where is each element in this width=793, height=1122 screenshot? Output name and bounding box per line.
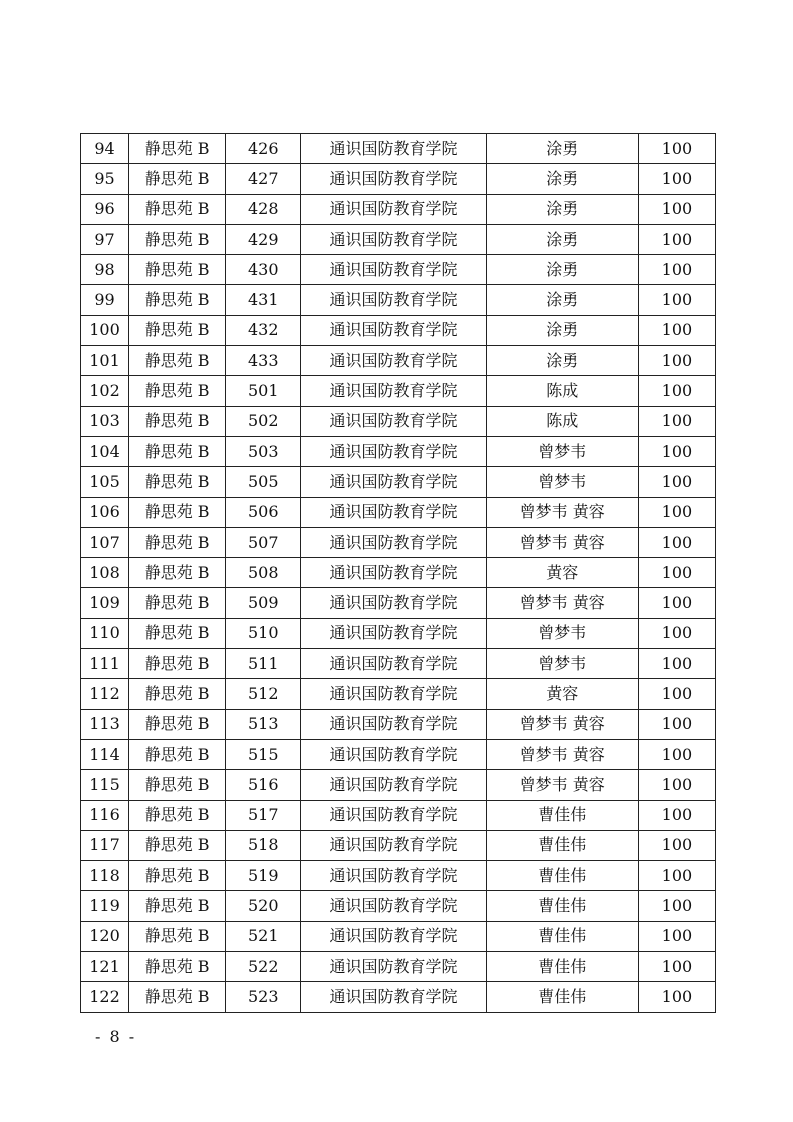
row-number-cell: 116 [81, 800, 129, 830]
row-number-cell: 118 [81, 861, 129, 891]
room-cell: 431 [226, 285, 301, 315]
person-cell: 曾梦韦 黄容 [486, 739, 638, 769]
table-row [81, 164, 716, 194]
row-number-cell: 99 [81, 285, 129, 315]
score-cell: 100 [638, 255, 715, 285]
building-cell: 静思苑 B [129, 436, 226, 466]
table-row [81, 770, 716, 800]
table-row [81, 315, 716, 345]
row-number-cell: 97 [81, 224, 129, 254]
row-number-cell: 108 [81, 558, 129, 588]
college-cell: 通识国防教育学院 [301, 679, 486, 709]
score-cell: 100 [638, 618, 715, 648]
college-cell: 通识国防教育学院 [301, 618, 486, 648]
college-cell: 通识国防教育学院 [301, 558, 486, 588]
building-cell: 静思苑 B [129, 891, 226, 921]
row-number-cell: 111 [81, 649, 129, 679]
table-row [81, 134, 716, 164]
table-body [81, 134, 716, 1013]
row-number-cell: 95 [81, 164, 129, 194]
room-cell: 520 [226, 891, 301, 921]
college-cell: 通识国防教育学院 [301, 285, 486, 315]
dormitory-score-table [80, 133, 716, 1013]
table-row [81, 255, 716, 285]
college-cell: 通识国防教育学院 [301, 588, 486, 618]
row-number-cell: 102 [81, 376, 129, 406]
room-cell: 522 [226, 952, 301, 982]
college-cell: 通识国防教育学院 [301, 255, 486, 285]
score-cell: 100 [638, 861, 715, 891]
person-cell: 曹佳伟 [486, 830, 638, 860]
building-cell: 静思苑 B [129, 164, 226, 194]
row-number-cell: 121 [81, 952, 129, 982]
score-cell: 100 [638, 497, 715, 527]
building-cell: 静思苑 B [129, 558, 226, 588]
room-cell: 513 [226, 709, 301, 739]
row-number-cell: 112 [81, 679, 129, 709]
row-number-cell: 94 [81, 134, 129, 164]
person-cell: 涂勇 [486, 255, 638, 285]
score-cell: 100 [638, 527, 715, 557]
room-cell: 508 [226, 558, 301, 588]
building-cell: 静思苑 B [129, 315, 226, 345]
room-cell: 516 [226, 770, 301, 800]
building-cell: 静思苑 B [129, 588, 226, 618]
row-number-cell: 106 [81, 497, 129, 527]
person-cell: 涂勇 [486, 315, 638, 345]
person-cell: 曾梦韦 黄容 [486, 527, 638, 557]
table-row [81, 830, 716, 860]
college-cell: 通识国防教育学院 [301, 224, 486, 254]
score-cell: 100 [638, 164, 715, 194]
person-cell: 曹佳伟 [486, 800, 638, 830]
room-cell: 430 [226, 255, 301, 285]
college-cell: 通识国防教育学院 [301, 406, 486, 436]
college-cell: 通识国防教育学院 [301, 527, 486, 557]
table-row [81, 224, 716, 254]
score-cell: 100 [638, 982, 715, 1012]
building-cell: 静思苑 B [129, 194, 226, 224]
building-cell: 静思苑 B [129, 134, 226, 164]
building-cell: 静思苑 B [129, 830, 226, 860]
score-cell: 100 [638, 800, 715, 830]
table-row [81, 921, 716, 951]
college-cell: 通识国防教育学院 [301, 861, 486, 891]
college-cell: 通识国防教育学院 [301, 649, 486, 679]
row-number-cell: 114 [81, 739, 129, 769]
table-row [81, 467, 716, 497]
room-cell: 426 [226, 134, 301, 164]
person-cell: 曾梦韦 黄容 [486, 770, 638, 800]
row-number-cell: 107 [81, 527, 129, 557]
row-number-cell: 109 [81, 588, 129, 618]
room-cell: 519 [226, 861, 301, 891]
college-cell: 通识国防教育学院 [301, 467, 486, 497]
college-cell: 通识国防教育学院 [301, 164, 486, 194]
person-cell: 曹佳伟 [486, 861, 638, 891]
building-cell: 静思苑 B [129, 376, 226, 406]
person-cell: 涂勇 [486, 224, 638, 254]
table-row [81, 285, 716, 315]
score-cell: 100 [638, 952, 715, 982]
room-cell: 433 [226, 346, 301, 376]
building-cell: 静思苑 B [129, 224, 226, 254]
row-number-cell: 115 [81, 770, 129, 800]
page-number: - 8 - [95, 1027, 137, 1046]
room-cell: 521 [226, 921, 301, 951]
room-cell: 517 [226, 800, 301, 830]
score-cell: 100 [638, 709, 715, 739]
building-cell: 静思苑 B [129, 770, 226, 800]
building-cell: 静思苑 B [129, 649, 226, 679]
table-row [81, 709, 716, 739]
person-cell: 涂勇 [486, 134, 638, 164]
score-cell: 100 [638, 315, 715, 345]
building-cell: 静思苑 B [129, 861, 226, 891]
person-cell: 曹佳伟 [486, 982, 638, 1012]
score-cell: 100 [638, 649, 715, 679]
table-row [81, 739, 716, 769]
room-cell: 523 [226, 982, 301, 1012]
building-cell: 静思苑 B [129, 527, 226, 557]
row-number-cell: 119 [81, 891, 129, 921]
college-cell: 通识国防教育学院 [301, 921, 486, 951]
building-cell: 静思苑 B [129, 406, 226, 436]
table-row [81, 649, 716, 679]
score-cell: 100 [638, 921, 715, 951]
room-cell: 512 [226, 679, 301, 709]
college-cell: 通识国防教育学院 [301, 376, 486, 406]
table-row [81, 800, 716, 830]
college-cell: 通识国防教育学院 [301, 952, 486, 982]
college-cell: 通识国防教育学院 [301, 709, 486, 739]
person-cell: 曾梦韦 [486, 649, 638, 679]
building-cell: 静思苑 B [129, 255, 226, 285]
row-number-cell: 96 [81, 194, 129, 224]
building-cell: 静思苑 B [129, 739, 226, 769]
row-number-cell: 113 [81, 709, 129, 739]
row-number-cell: 100 [81, 315, 129, 345]
room-cell: 507 [226, 527, 301, 557]
row-number-cell: 98 [81, 255, 129, 285]
person-cell: 曾梦韦 [486, 436, 638, 466]
building-cell: 静思苑 B [129, 679, 226, 709]
room-cell: 429 [226, 224, 301, 254]
room-cell: 506 [226, 497, 301, 527]
table-row [81, 861, 716, 891]
table-row [81, 952, 716, 982]
row-number-cell: 105 [81, 467, 129, 497]
room-cell: 509 [226, 588, 301, 618]
score-cell: 100 [638, 558, 715, 588]
college-cell: 通识国防教育学院 [301, 800, 486, 830]
score-cell: 100 [638, 224, 715, 254]
person-cell: 曾梦韦 黄容 [486, 497, 638, 527]
room-cell: 518 [226, 830, 301, 860]
table-row [81, 891, 716, 921]
college-cell: 通识国防教育学院 [301, 315, 486, 345]
table-row [81, 679, 716, 709]
building-cell: 静思苑 B [129, 346, 226, 376]
person-cell: 曹佳伟 [486, 952, 638, 982]
score-cell: 100 [638, 830, 715, 860]
row-number-cell: 117 [81, 830, 129, 860]
room-cell: 432 [226, 315, 301, 345]
person-cell: 涂勇 [486, 346, 638, 376]
row-number-cell: 103 [81, 406, 129, 436]
building-cell: 静思苑 B [129, 709, 226, 739]
table-row [81, 376, 716, 406]
building-cell: 静思苑 B [129, 467, 226, 497]
table-row [81, 436, 716, 466]
person-cell: 涂勇 [486, 194, 638, 224]
table-row [81, 618, 716, 648]
building-cell: 静思苑 B [129, 618, 226, 648]
row-number-cell: 104 [81, 436, 129, 466]
person-cell: 曹佳伟 [486, 921, 638, 951]
row-number-cell: 120 [81, 921, 129, 951]
score-cell: 100 [638, 285, 715, 315]
building-cell: 静思苑 B [129, 952, 226, 982]
score-cell: 100 [638, 376, 715, 406]
score-cell: 100 [638, 770, 715, 800]
college-cell: 通识国防教育学院 [301, 134, 486, 164]
table-row [81, 588, 716, 618]
college-cell: 通识国防教育学院 [301, 194, 486, 224]
person-cell: 黄容 [486, 558, 638, 588]
person-cell: 曾梦韦 黄容 [486, 588, 638, 618]
row-number-cell: 110 [81, 618, 129, 648]
person-cell: 曾梦韦 黄容 [486, 709, 638, 739]
building-cell: 静思苑 B [129, 982, 226, 1012]
person-cell: 曹佳伟 [486, 891, 638, 921]
room-cell: 502 [226, 406, 301, 436]
score-cell: 100 [638, 588, 715, 618]
building-cell: 静思苑 B [129, 800, 226, 830]
table-row [81, 194, 716, 224]
college-cell: 通识国防教育学院 [301, 436, 486, 466]
table-row [81, 346, 716, 376]
college-cell: 通识国防教育学院 [301, 497, 486, 527]
college-cell: 通识国防教育学院 [301, 739, 486, 769]
college-cell: 通识国防教育学院 [301, 982, 486, 1012]
row-number-cell: 122 [81, 982, 129, 1012]
building-cell: 静思苑 B [129, 285, 226, 315]
table-row [81, 558, 716, 588]
college-cell: 通识国防教育学院 [301, 770, 486, 800]
room-cell: 503 [226, 436, 301, 466]
table-row [81, 982, 716, 1012]
room-cell: 515 [226, 739, 301, 769]
college-cell: 通识国防教育学院 [301, 891, 486, 921]
table-row [81, 497, 716, 527]
room-cell: 505 [226, 467, 301, 497]
college-cell: 通识国防教育学院 [301, 830, 486, 860]
person-cell: 涂勇 [486, 164, 638, 194]
room-cell: 511 [226, 649, 301, 679]
building-cell: 静思苑 B [129, 497, 226, 527]
person-cell: 曾梦韦 [486, 467, 638, 497]
table-row [81, 527, 716, 557]
score-cell: 100 [638, 134, 715, 164]
person-cell: 陈成 [486, 376, 638, 406]
score-cell: 100 [638, 679, 715, 709]
score-cell: 100 [638, 739, 715, 769]
building-cell: 静思苑 B [129, 921, 226, 951]
score-cell: 100 [638, 194, 715, 224]
room-cell: 427 [226, 164, 301, 194]
score-cell: 100 [638, 406, 715, 436]
score-cell: 100 [638, 346, 715, 376]
person-cell: 陈成 [486, 406, 638, 436]
college-cell: 通识国防教育学院 [301, 346, 486, 376]
room-cell: 510 [226, 618, 301, 648]
person-cell: 曾梦韦 [486, 618, 638, 648]
person-cell: 黄容 [486, 679, 638, 709]
room-cell: 501 [226, 376, 301, 406]
score-cell: 100 [638, 467, 715, 497]
score-cell: 100 [638, 891, 715, 921]
person-cell: 涂勇 [486, 285, 638, 315]
table-row [81, 406, 716, 436]
row-number-cell: 101 [81, 346, 129, 376]
room-cell: 428 [226, 194, 301, 224]
score-cell: 100 [638, 436, 715, 466]
